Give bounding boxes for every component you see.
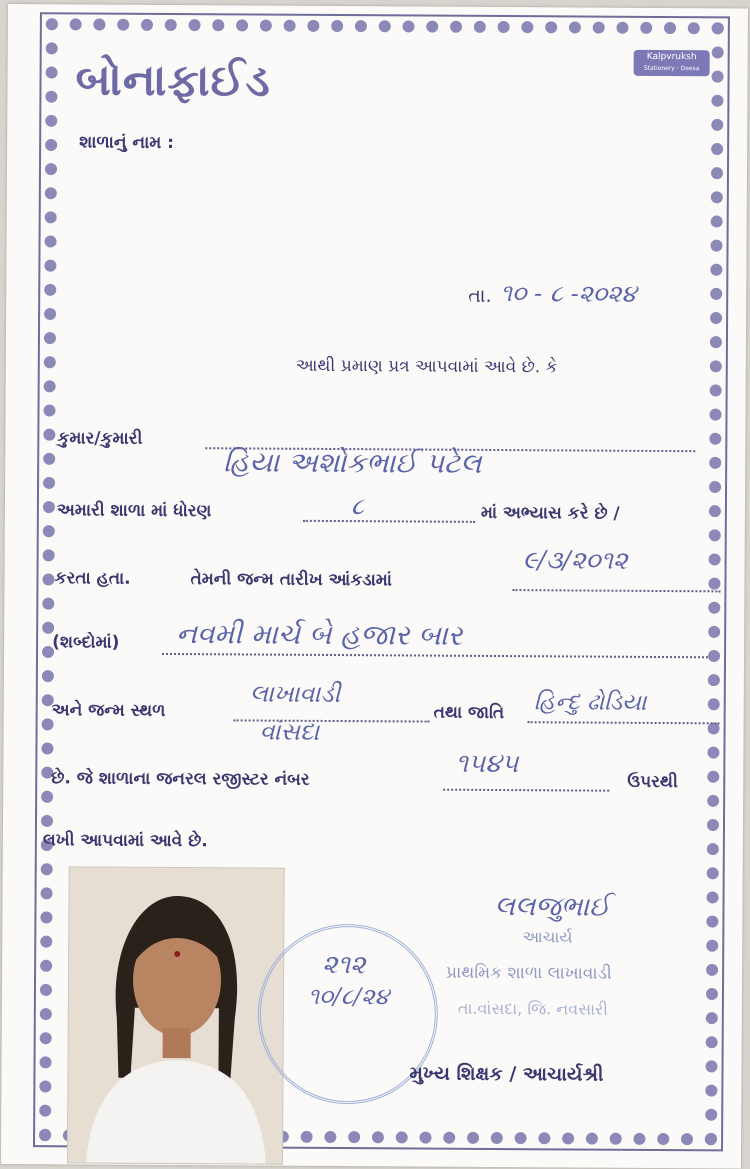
handwritten-caste: હિન્દુ ઢોડિયા [533, 689, 647, 716]
certificate-title: બોનાફાઈડ [75, 54, 271, 107]
principal-stamp-taluka: તા.વાંસદા, જિ. નવસારી [457, 998, 608, 1019]
dob-words-label: (શબ્દોમાં) [52, 632, 120, 653]
student-photo [67, 866, 285, 1164]
handwritten-birthplace-line2: વાંસદા [259, 717, 320, 746]
handwritten-birthplace: લાખાવાડી [249, 679, 341, 709]
logo-line1: Kalpvruksh [646, 51, 697, 63]
birthplace-label: અને જન્મ સ્થળ [51, 700, 166, 721]
stamp-handwritten-line1: ૨૧૨ [322, 949, 366, 981]
handwritten-class: ૮ [350, 492, 365, 521]
closing-line: લખી આપવામાં આવે છે. [42, 830, 208, 852]
student-photo-illustration [68, 867, 284, 1163]
handwritten-register-no: ૧૫૪૫ [455, 748, 519, 780]
certificate-paper [1, 4, 748, 1168]
name-label: કુમાર/કુમારી [57, 428, 143, 449]
handwritten-student-name: હિયા અશોકભાઈ પટેલ [223, 445, 482, 480]
handwritten-dob-words: નવમી માર્ચ બે હજાર બાર [176, 617, 463, 652]
class-suffix: માં અભ્યાસ કરે છે / [480, 502, 620, 524]
stationery-logo [634, 50, 710, 76]
class-label: અમારી શાળા માં ધોરણ [56, 500, 212, 522]
stamp-handwritten-line2: ૧૦/૮/૨૪ [307, 983, 390, 1011]
school-name-label: શાળાનું નામ : [79, 132, 175, 154]
logo-line2: Stationery · Deesa [643, 64, 700, 73]
dob-label: તેમની જન્મ તારીખ આંકડામાં [190, 569, 393, 591]
handwritten-dob-digits: ૯/૩/૨૦૧૨ [522, 545, 628, 575]
signature-label: મુખ્ય શિક્ષક / આચાર્યશ્રી [409, 1062, 604, 1086]
principal-stamp-title: આચાર્ય [522, 927, 573, 947]
principal-stamp-school: પ્રાથમિક શાળા લાખાવાડી [446, 962, 612, 984]
handwritten-date: ૧૦ - ૮ -૨૦૨૪ [500, 279, 637, 308]
register-suffix: ઉપરથી [627, 771, 678, 793]
intro-line: આથી પ્રમાણ પ્રત્ર આપવામાં આવે છે. કે [295, 355, 558, 378]
principal-signature: લલજુભાઈ [494, 890, 611, 923]
caste-label: તથા જાતિ [433, 702, 505, 724]
dob-prefix: કરતા હતા. [54, 568, 131, 589]
date-prefix: તા. [468, 284, 492, 307]
register-label: છે. જે શાળાના જનરલ રજીસ્ટર નંબર [51, 768, 310, 790]
